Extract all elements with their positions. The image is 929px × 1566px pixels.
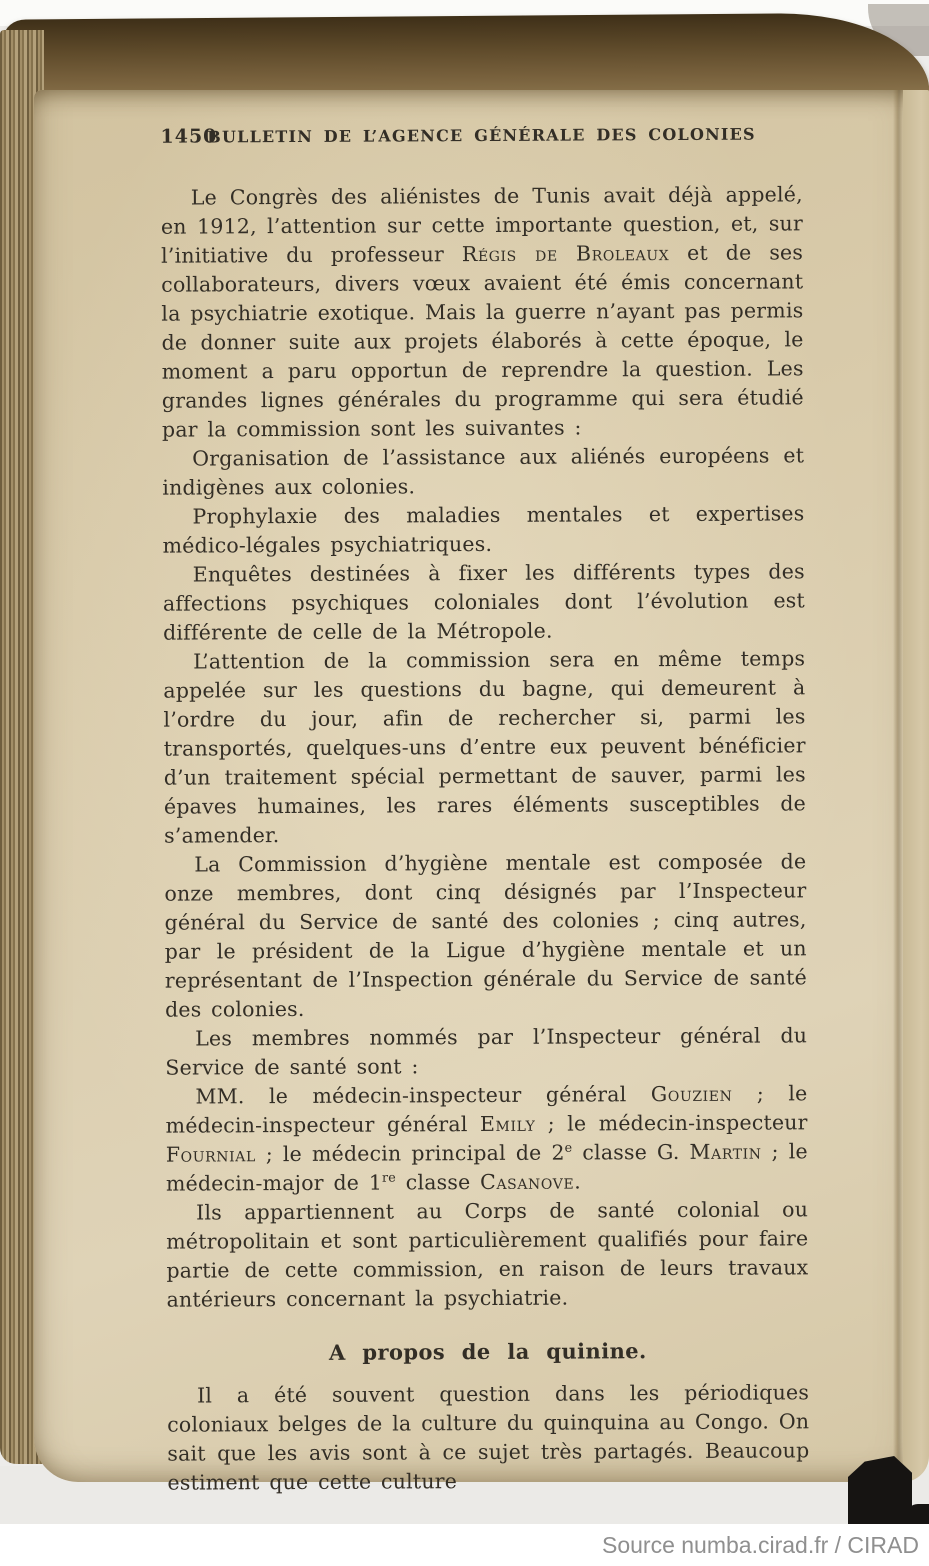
page-number: 1450 bbox=[160, 125, 218, 148]
paragraph: Les membres nommés par l’Inspecteur général du Service de santé sont : bbox=[165, 1023, 808, 1080]
page-gutter bbox=[903, 90, 929, 1482]
source-bar bbox=[0, 1524, 929, 1566]
paragraph: L’attention de la commission sera en même temps appelée sur les questions du bagne, qui demeurent à l’ordre du jour, afin de rechercher si, parmi les transportés, quelques-uns d’entre eux peuvent bénéficier d’un traitement spécial permettant de sauver, parmi les épaves humaines, les rares éléments susceptibles de s’amender. bbox=[163, 646, 807, 848]
paragraph: Enquêtes destinées à fixer les différents types des affections psychiques coloniales dont l’évolution est différente de celle de la Métropole. bbox=[162, 559, 805, 645]
paragraph: La Commission d’hygiène mentale est composée de onze membres, dont cinq désignés par l’Inspecteur général du Service de santé des colonies ; cinq autres, par le président de la Ligue d’hygiène mentale et un représentant de l’Inspection générale du Service de santé des colonies. bbox=[164, 849, 807, 1022]
book-cover-edge-corner bbox=[906, 1504, 929, 1526]
paragraph: Prophylaxie des maladies mentales et expertises médico-légales psychiatriques. bbox=[162, 501, 805, 558]
printed-text-block bbox=[160, 122, 809, 1497]
section-heading: A propos de la quinine. bbox=[328, 1338, 647, 1365]
paragraph: Le Congrès des aliénistes de Tunis avait déjà appelé, en 1912, l’attention sur cette importante question, et, sur l’initiative du professeur Régis de Broleaux et de ses collaborateurs, divers vœux avaient été émis concernant la psychiatrie exotique. Mais la guerre n’ayant pas permis de donner suite aux projets élaborés à cette époque, le moment a paru opportun de reprendre la question. Les grandes lignes générales du programme qui sera étudié par la commission sont les suivantes : bbox=[160, 182, 804, 442]
page-crease bbox=[893, 90, 903, 1482]
running-title: BULLETIN DE L’AGENCE GÉNÉRALE DES COLONIES bbox=[207, 124, 756, 147]
source-credit: Source numba.cirad.fr / CIRAD bbox=[601, 1531, 919, 1558]
paragraph: Organisation de l’assistance aux aliénés européens et indigènes aux colonies. bbox=[162, 443, 805, 500]
book-page bbox=[34, 90, 929, 1495]
paragraph: MM. le médecin-inspecteur général Gouzien ; le médecin-inspecteur général Emily ; le médecin-inspecteur Fournial ; le médecin principal de 2e classe G. Martin ; le médecin-major de 1re classe Casanove. bbox=[165, 1081, 808, 1196]
page-body bbox=[161, 180, 810, 1497]
paragraph: Ils appartiennent au Corps de santé colonial ou métropolitain et sont particulièrement qualifiés pour faire partie de cette commission, en raison de leurs travaux antérieurs concernant la psychiatrie. bbox=[166, 1197, 809, 1312]
paragraph: Il a été souvent question dans les périodiques coloniaux belges de la culture du quinquina au Congo. On sait que les avis sont à ce sujet très partagés. Beaucoup estiment que cette culture bbox=[167, 1380, 810, 1495]
page-header bbox=[160, 122, 802, 151]
